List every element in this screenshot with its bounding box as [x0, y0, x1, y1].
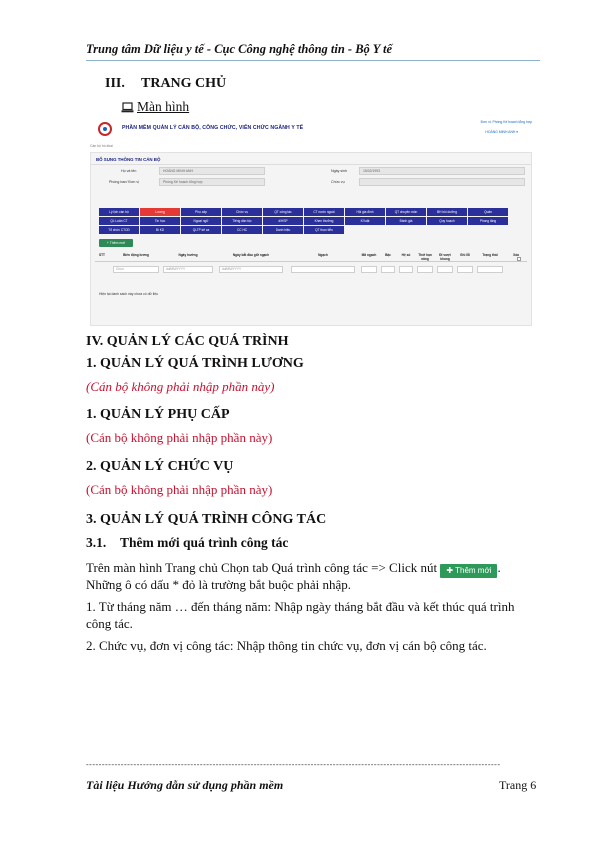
grade-code-input[interactable] [361, 266, 377, 273]
table-column-header: Xóa [513, 253, 519, 257]
dept-label: Phòng ban/ Đơn vị [109, 180, 139, 184]
process-tab[interactable]: Tổ chức CTCĐ [99, 226, 139, 234]
raise-term-input[interactable] [417, 266, 433, 273]
grade-input[interactable] [291, 266, 355, 273]
status-input[interactable] [477, 266, 503, 273]
process-tab[interactable]: Bí KD [140, 226, 180, 234]
process-tab[interactable]: Tin học [140, 217, 180, 225]
coefficient-input[interactable] [399, 266, 413, 273]
heading-phu-cap: 1. QUẢN LÝ PHỤ CẤP [86, 407, 230, 422]
card-divider [91, 164, 531, 165]
footer-title: Tài liệu Hướng dẫn sử dụng phần mềm [86, 778, 284, 792]
section-number: III. [105, 76, 125, 91]
table-column-header: Ngạch [318, 253, 328, 257]
app-name: PHẦN MỀM QUẢN LÝ CÁN BỘ, CÔNG CHỨC, VIÊN CHỨC NGÀNH Y TẾ [122, 125, 304, 131]
table-column-header: Ngày bắt đầu giữ ngạch [232, 253, 270, 257]
process-tab[interactable]: Tiếng dân tộc [222, 217, 262, 225]
subheading-number: 3.1. [86, 535, 107, 550]
process-tab[interactable]: Lương [140, 208, 180, 216]
position-label: Chức vụ [331, 180, 345, 184]
process-tab[interactable]: Lý lịch cán bộ [99, 208, 139, 216]
ministry-logo-icon [98, 122, 112, 136]
table-column-header: Ngày hưởng [178, 253, 198, 257]
process-tab[interactable]: Ngoại ngữ [181, 217, 221, 225]
heading-chuc-vu: 2. QUẢN LÝ CHỨC VỤ [86, 459, 234, 474]
process-tab[interactable]: Quân [468, 208, 508, 216]
name-label: Họ và tên [121, 169, 137, 173]
process-tab[interactable]: Chức vụ [222, 208, 262, 216]
dob-label: Ngày sinh [331, 169, 347, 173]
laptop-icon [121, 102, 134, 113]
breadcrumb[interactable]: Cán bộ hồ khai [90, 144, 113, 148]
footer-dashes: ----------------------------------------------------------------------------------------------------------------------------------- [86, 760, 501, 769]
table-header-line [95, 261, 527, 262]
process-tab[interactable]: Kỉ luật [345, 217, 385, 225]
paragraph-required-note: Những ô có dấu * đỏ là trường bắt buộc phải nhập. [86, 577, 352, 592]
table-column-header: Mã ngạch [361, 253, 377, 257]
process-tab[interactable]: Phong tặng [468, 217, 508, 225]
screen-label [121, 99, 189, 115]
card-title: BỔ SUNG THÔNG TIN CÁN BỘ [96, 157, 161, 162]
process-tab[interactable]: CC HC [222, 226, 262, 234]
paragraph-date-range-cont: công tác. [86, 616, 133, 631]
name-field[interactable]: HOÀNG MINH ANH [159, 167, 265, 175]
table-column-header: Hệ số [401, 253, 411, 257]
header-divider [86, 60, 540, 61]
step-input[interactable] [381, 266, 395, 273]
table-column-header: Đi vượt khung [439, 253, 451, 261]
app-screenshot [86, 117, 540, 326]
table-column-header: Bậc [385, 253, 391, 257]
process-tab[interactable]: QT công tác [263, 208, 303, 216]
process-tab[interactable]: Danh hiệu [263, 226, 303, 234]
table-column-header: Biến động lương [123, 253, 149, 257]
process-tab[interactable]: QT thực tiễn [304, 226, 344, 234]
page-number: Trang 6 [499, 778, 537, 792]
dept-field[interactable]: Phòng Kế hoạch tổng hợp [159, 178, 265, 186]
table-column-header: STT [98, 253, 106, 257]
heading-qua-trinh-cong-tac: 3. QUẢN LÝ QUÁ TRÌNH CÔNG TÁC [86, 512, 327, 527]
dob-field[interactable]: 15/02/1993 [359, 167, 525, 175]
process-tab[interactable]: QT chuyên môn [386, 208, 426, 216]
paragraph-instructions [86, 560, 501, 578]
table-column-header: Thời hạn nâng [418, 253, 432, 261]
subheading-title: Thêm mới quá trình công tác [120, 535, 289, 550]
note-luong: (Cán bộ không phải nhập phần này) [86, 379, 275, 394]
staff-info-card [90, 152, 532, 326]
add-new-button[interactable]: + Thêm mới [99, 239, 133, 247]
process-tab[interactable]: d/HSP [263, 217, 303, 225]
over-frame-input[interactable] [437, 266, 453, 273]
screen-label-text: Màn hình [137, 99, 190, 114]
note-phu-cap: (Cán bộ không phải nhập phần này) [86, 430, 273, 445]
section-heading-qua-trinh: IV. QUẢN LÝ CÁC QUÁ TRÌNH [86, 334, 289, 349]
effective-date-input[interactable]: dd/MM/YYYY [163, 266, 213, 273]
subheading-them-moi [86, 535, 288, 551]
table-column-header: Trạng thái [482, 253, 498, 257]
process-tab[interactable]: CT nước ngoài [304, 208, 344, 216]
process-tab[interactable]: Khen thưởng [304, 217, 344, 225]
heading-qua-trinh-luong: 1. QUẢN LÝ QUÁ TRÌNH LƯƠNG [86, 356, 304, 371]
process-tab[interactable]: QL Luân CT [99, 217, 139, 225]
process-tab[interactable]: QLTP kế ca [181, 226, 221, 234]
page-header-title: Trung tâm Dữ liệu y tế - Cục Công nghệ thông tin - Bộ Y tế [86, 42, 393, 56]
add-new-inline-button: ✚ Thêm mới [440, 564, 497, 578]
section-title: TRANG CHỦ [141, 76, 227, 91]
error-note-input[interactable] [457, 266, 473, 273]
empty-list-note: Hiện tại danh sách này chưa có dữ liệu [99, 292, 159, 296]
process-tab[interactable]: Quy hoạch [427, 217, 467, 225]
note-chuc-vu: (Cán bộ không phải nhập phần này) [86, 482, 273, 497]
paragraph-date-range: 1. Từ tháng năm … đến tháng năm: Nhập ngày tháng bắt đầu và kết thúc quá trình [86, 599, 515, 614]
unit-label: Đơn vị: Phòng Kế hoạch tổng hợp [480, 120, 532, 124]
para1-period: . [497, 560, 501, 575]
process-tab[interactable]: BH bồi dưỡng [427, 208, 467, 216]
user-menu[interactable]: HOÀNG MINH ANH ▾ [485, 130, 518, 134]
grade-start-date-input[interactable]: dd/MM/YYYY [219, 266, 283, 273]
position-field[interactable] [359, 178, 525, 186]
select-all-checkbox[interactable] [517, 257, 521, 261]
process-tab[interactable]: Hội gia đình [345, 208, 385, 216]
para1-text: Trên màn hình Trang chủ Chọn tab Quá trình công tác => Click nút [86, 560, 438, 575]
process-tab[interactable]: Đánh giá [386, 217, 426, 225]
paragraph-position-unit: 2. Chức vụ, đơn vị công tác: Nhập thông tin chức vụ, đơn vị cán bộ công tác. [86, 638, 487, 653]
salary-change-select[interactable]: Chọn [113, 266, 159, 273]
section-heading-trang-chu [105, 76, 226, 92]
table-column-header: Ghi lỗi [460, 253, 470, 257]
process-tab[interactable]: Phụ cấp [181, 208, 221, 216]
